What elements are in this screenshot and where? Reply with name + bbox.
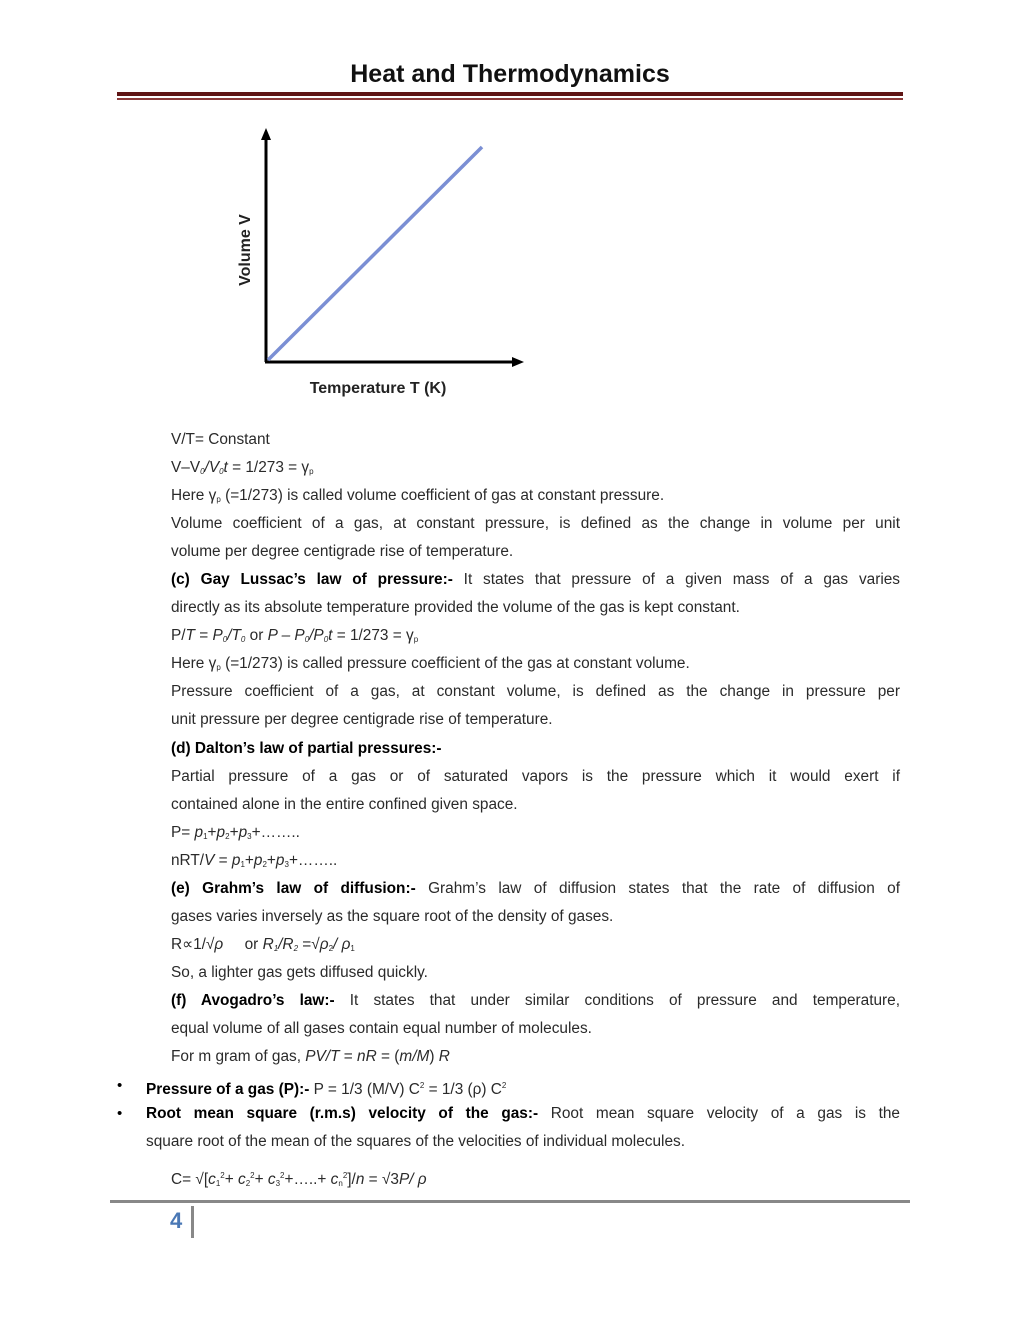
text-line: (f) Avogadro’s law:- It states that under similar conditions of pressure and temperature, [171, 992, 900, 1009]
text-line: Volume coefficient of a gas, at constant pressure, is defined as the change in volume per unit [171, 515, 900, 532]
text-line: equal volume of all gases contain equal number of molecules. [171, 1020, 592, 1037]
text-line: R∝1/√ρ or $R_1/R_2 =√\rho_2/$ $\rho_1$ [171, 936, 355, 953]
text-line: volume per degree centigrade rise of temperature. [171, 543, 514, 560]
x-axis-label: Temperature T (K) [309, 380, 447, 397]
text-line: $P= p_1+p_2+p_3+\dots\dots$.. [171, 824, 300, 841]
text-line: directly as its absolute temperature provided the volume of the gas is kept constant. [171, 599, 740, 616]
page-title: Heat and Thermodynamics [350, 60, 670, 88]
bullet-heading: Pressure of a gas (P):- [146, 1081, 310, 1098]
section-heading: (e) Grahm’s law of diffusion:- [171, 880, 416, 897]
formula-line: $C= √[c_1^2+ c_2^2+$ $c_3^2+\dots..+ c_n^2]/n = √3P/$ ρ [171, 1171, 427, 1188]
text-line: gases varies inversely as the square root of the density of gases. [171, 908, 614, 925]
bullet-line: square root of the mean of the squares of the velocities of individual molecules. [146, 1133, 685, 1150]
text-line: Partial pressure of a gas or of saturated vapors is the pressure which it would exert if [171, 768, 900, 785]
y-axis-label: Volume V [237, 214, 254, 286]
text-line: For m gram of gas, PV/T = nR = (m/M) R [171, 1048, 450, 1065]
header-rule-thin [117, 98, 903, 100]
text-line: (e) Grahm’s law of diffusion:- Grahm’s law of diffusion states that the rate of diffusion of [171, 880, 900, 897]
text-line: $P/T = P_0/T_0$ or $P - P_0/P_0t = 1/273 = \gamma_p$ [171, 627, 419, 644]
footer-divider [191, 1206, 194, 1238]
bullet-heading: Root mean square (r.m.s) velocity of the gas:- [146, 1105, 539, 1122]
bullet-line: Root mean square (r.m.s) velocity of the gas:- Root mean square velocity of a gas is the [146, 1105, 900, 1122]
header-rule [117, 92, 903, 96]
text-line: So, a lighter gas gets diffused quickly. [171, 964, 428, 981]
text-line: Here $\gamma_p$ (=1/273) is called volume coefficient of gas at constant pressure. [171, 487, 665, 504]
bullet-marker: • [117, 1105, 123, 1122]
text-line: contained alone in the entire confined given space. [171, 796, 518, 813]
footer-rule [110, 1200, 910, 1203]
section-heading: (f) Avogadro’s law:- [171, 992, 335, 1009]
text-line: Pressure coefficient of a gas, at constant volume, is defined as the change in pressure per [171, 683, 900, 700]
series-line [268, 147, 482, 360]
text-line: $nRT/V = p_1+p_2+p_3+\dots\dots$.. [171, 852, 338, 869]
section-heading: (d) Dalton’s law of partial pressures:- [171, 740, 442, 757]
text-line: Here $\gamma_p$ (=1/273) is called pressure coefficient of the gas at constant volume. [171, 655, 690, 672]
volume-temperature-chart [230, 120, 530, 405]
page-number: 4 [170, 1208, 183, 1233]
section-heading: (c) Gay Lussac’s law of pressure:- [171, 571, 453, 588]
text-line: (c) Gay Lussac’s law of pressure:- It states that pressure of a given mass of a gas varies [171, 571, 900, 588]
y-axis-arrow [261, 128, 271, 140]
text-line: $V-V_0/V_0t = 1/273 = \gamma_p$ [171, 459, 314, 476]
text-line: unit pressure per degree centigrade rise of temperature. [171, 711, 553, 728]
x-axis-arrow [512, 357, 524, 367]
bullet-line: Pressure of a gas (P):- P = 1/3 (M/V) $C^2 = 1/3$ (ρ) $C^2$ [146, 1081, 507, 1098]
text-line: V/T= Constant [171, 431, 270, 448]
bullet-marker: • [117, 1077, 123, 1094]
